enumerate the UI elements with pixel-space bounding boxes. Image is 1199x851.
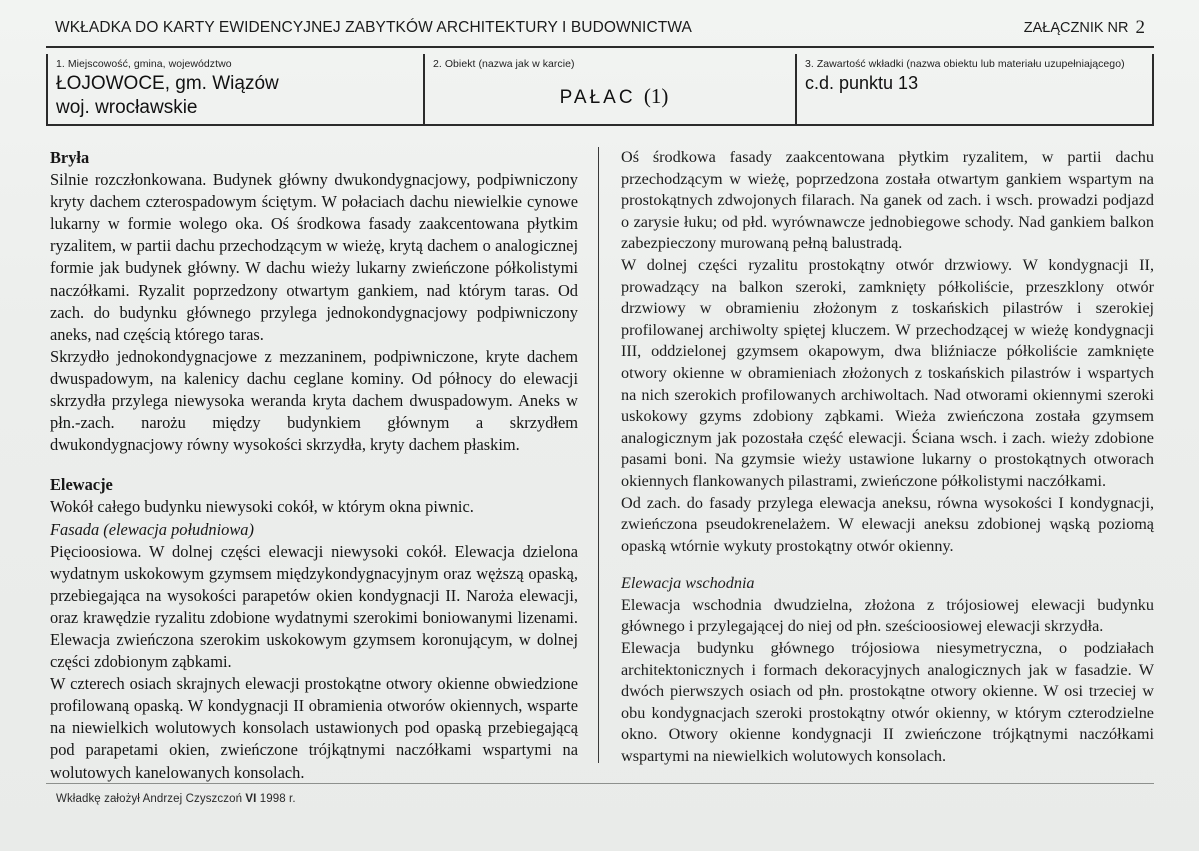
footer-note-year: 1998 r. [259, 793, 296, 805]
paragraph-fasada-2: W czterech osiach skrajnych elewacji prostokątne otwory okienne obwiedzione profilowaną opaską. W kondygnacji II obramienia otworów okiennych, wsparte na niewielkich wolutowych konsolach ustawionych pod opaską przebiegającą pod parapetami okien, zwieńczone trójkątnymi naczółkami wspartymi na wolutowych kanelowanych konsolach. [50, 674, 578, 782]
paragraph-right-2: W dolnej części ryzalitu prostokątny otwór drzwiowy. W kondygnacji II, prowadzący na balkon szeroki, zamknięty półkoliście, przeszklony otwór drzwiowy w obramieniu złożonym z toskańskich pilastrów i szerokiej profilowanej archiwolty spiętej kluczem. W przechodzącej w wieżę kondygnacji III, oddzielonej gzymsem okapowym, dwa bliźniacze półkoliście zamknięte otwory okienne w obramieniach złożonych z toskańskich pilastrów i wspartych na nich szerokich profilowanych archiwoltach. Nad otworami okiennymi szeroki uskokowy gzyms zdobiony ząbkami. Wieża zwieńczona została gzymsem analogicznym jak pozostała część elewacji. Ściana wsch. i zach. wieży zdobione pasami boni. Na gzymsie wieży ustawione lukarny o prostokątnych otworach okiennych flankowanych pilastrami, zwieńczone półkolistymi naczółkami. [621, 255, 1154, 490]
section-spacer [50, 456, 578, 474]
annex-label: ZAŁĄCZNIK NR [1023, 20, 1129, 36]
page-title: WKŁADKA DO KARTY EWIDENCYJNEJ ZABYTKÓW ARCHITEKTURY I BUDOWNICTWA [55, 19, 692, 36]
footer-note-prefix: Wkładkę założył Andrzej Czyszczoń [56, 793, 243, 805]
body-column-left [50, 147, 598, 782]
info-cell-object-caption: 2. Obiekt (nazwa jak w karcie) [433, 58, 575, 70]
info-cell-object [425, 54, 797, 124]
paragraph-right-4: Elewacja wschodnia dwudzielna, złożona z trójosiowej elewacji budynku głównego i przylegającej do niej od płn. sześcioosiowej elewacji skrzydła. [621, 595, 1154, 636]
footer-divider-rule [46, 783, 1154, 784]
info-cell-locality-caption: 1. Miejscowość, gmina, województwo [56, 58, 232, 70]
section-heading-bryla: Bryła [50, 148, 90, 167]
section-heading-elewacje: Elewacje [50, 475, 113, 495]
document-body [50, 147, 1154, 782]
info-cell-object-value: PAŁAC [559, 87, 636, 108]
footer-note [56, 793, 296, 805]
info-cell-object-value-group [433, 84, 795, 109]
section-spacer-right [621, 557, 1154, 573]
document-header [55, 16, 1145, 38]
annex-label-group [1024, 16, 1145, 38]
info-cell-content-caption: 3. Zawartość wkładki (nazwa obiektu lub materiału uzupełniającego) [805, 58, 1125, 70]
info-cell-content-value: c.d. punktu 13 [805, 73, 919, 93]
paragraph-bryla-1: Silnie rozczłonkowana. Budynek główny dwukondygnacjowy, podpiwniczony kryty dachem czterospadowym ściętym. W połaciach dachu niewielkie cynowe lukarny w formie wolego oka. Oś środkowa fasady zaakcentowana płytkim ryzalitem, w partii dachu przechodzącym w wieżę, krytą dachem o analogicznej formie jak budynek główny. W dachu wieży lukarny zwieńczone półkolistymi naczółkami. Ryzalit poprzedzony otwartym gankiem, nad którym taras. Od zach. do budynku głównego przylega jednokondygnacjowy podpiwniczony aneks, nad częścią którego taras. [50, 170, 578, 344]
info-cell-object-value-suffix: (1) [643, 84, 669, 108]
paragraph-fasada-1: Pięcioosiowa. W dolnej części elewacji niewysoki cokół. Elewacja dzielona wydatnym uskokowym gzymsem międzykondygnacyjnym oraz węższą opaską, przebiegająca na wysokości parapetów okien kondygnacji II. Naroża elewacji, oraz krawędzie ryzalitu zdobione wydatnymi szerokimi boniowanymi lizenami. Elewacja zwieńczona szerokim uskokowym gzymsem koronującym, w dolnej części zdobionym ząbkami. [50, 541, 578, 672]
paragraph-elewacje-1: Wokół całego budynku niewysoki cokół, w którym okna piwnic. [50, 497, 474, 517]
paragraph-right-5: Elewacja budynku głównego trójosiowa niesymetryczna, o podziałach architektonicznych i formach dekoracyjnych analogicznych jak w fasadzie. W dwóch pierwszych osiach od płn. prostokątne otwory okienne. W osi trzeciej w obu kondygnacjach szeroki prostokątny otwór okienny, w którym czterodzielne okno. Otwory okienne kondygnacji II zwieńczone trójkątnymi naczółkami wspartymi na niewielkich wolutowych konsolach. [621, 639, 1154, 766]
annex-number: 2 [1135, 17, 1145, 38]
info-cell-locality-line2: woj. wrocławskie [56, 97, 198, 118]
paragraph-right-1: Oś środkowa fasady zaakcentowana płytkim ryzalitem, w partii dachu przechodzącym w wieżę, poprzedzona została otwartym gankiem wspartym na prostokątnych zdwojonych filarach. Na ganek od zach. i wsch. prowadzi podjazd o zarysie łuku; od płd. wyrównawcze jednobiegowe schody. Nad gankiem balkon zabezpieczony murowaną pełną balustradą. [621, 148, 1154, 253]
paragraph-bryla-2: Skrzydło jednokondygnacjowe z mezzaninem, podpiwniczone, kryte dachem dwuspadowym, na kalenicy dachu ceglane kominy. Od północy do elewacji skrzydła przylega niewysoka weranda kryta dachem dwuspadowym. Aneks w płn.-zach. narożu między budynkiem głównym a skrzydłem dwukondygnacjowy równy wysokości skrzydła, kryty dachem płaskim. [50, 346, 578, 455]
info-cell-locality-line1: ŁOJOWOCE, gm. Wiązów [56, 73, 279, 94]
paragraph-right-3: Od zach. do fasady przylega elewacja aneksu, równa wysokości I kondygnacji, zwieńczona pseudokrenelażem. W elewacji aneksu zdobionej wąską poziomą opaską wtórnie wykuty prostokątny otwór okienny. [621, 493, 1154, 555]
section-subheading-elewacja-wschodnia: Elewacja wschodnia [621, 574, 755, 593]
footer-note-month: VI [245, 793, 257, 805]
section-subheading-fasada: Fasada (elewacja południowa) [50, 519, 254, 539]
info-cell-locality [48, 54, 425, 124]
body-column-right [598, 147, 1154, 772]
info-table [46, 54, 1154, 126]
info-cell-content [797, 54, 1152, 124]
header-divider-rule [46, 46, 1154, 48]
